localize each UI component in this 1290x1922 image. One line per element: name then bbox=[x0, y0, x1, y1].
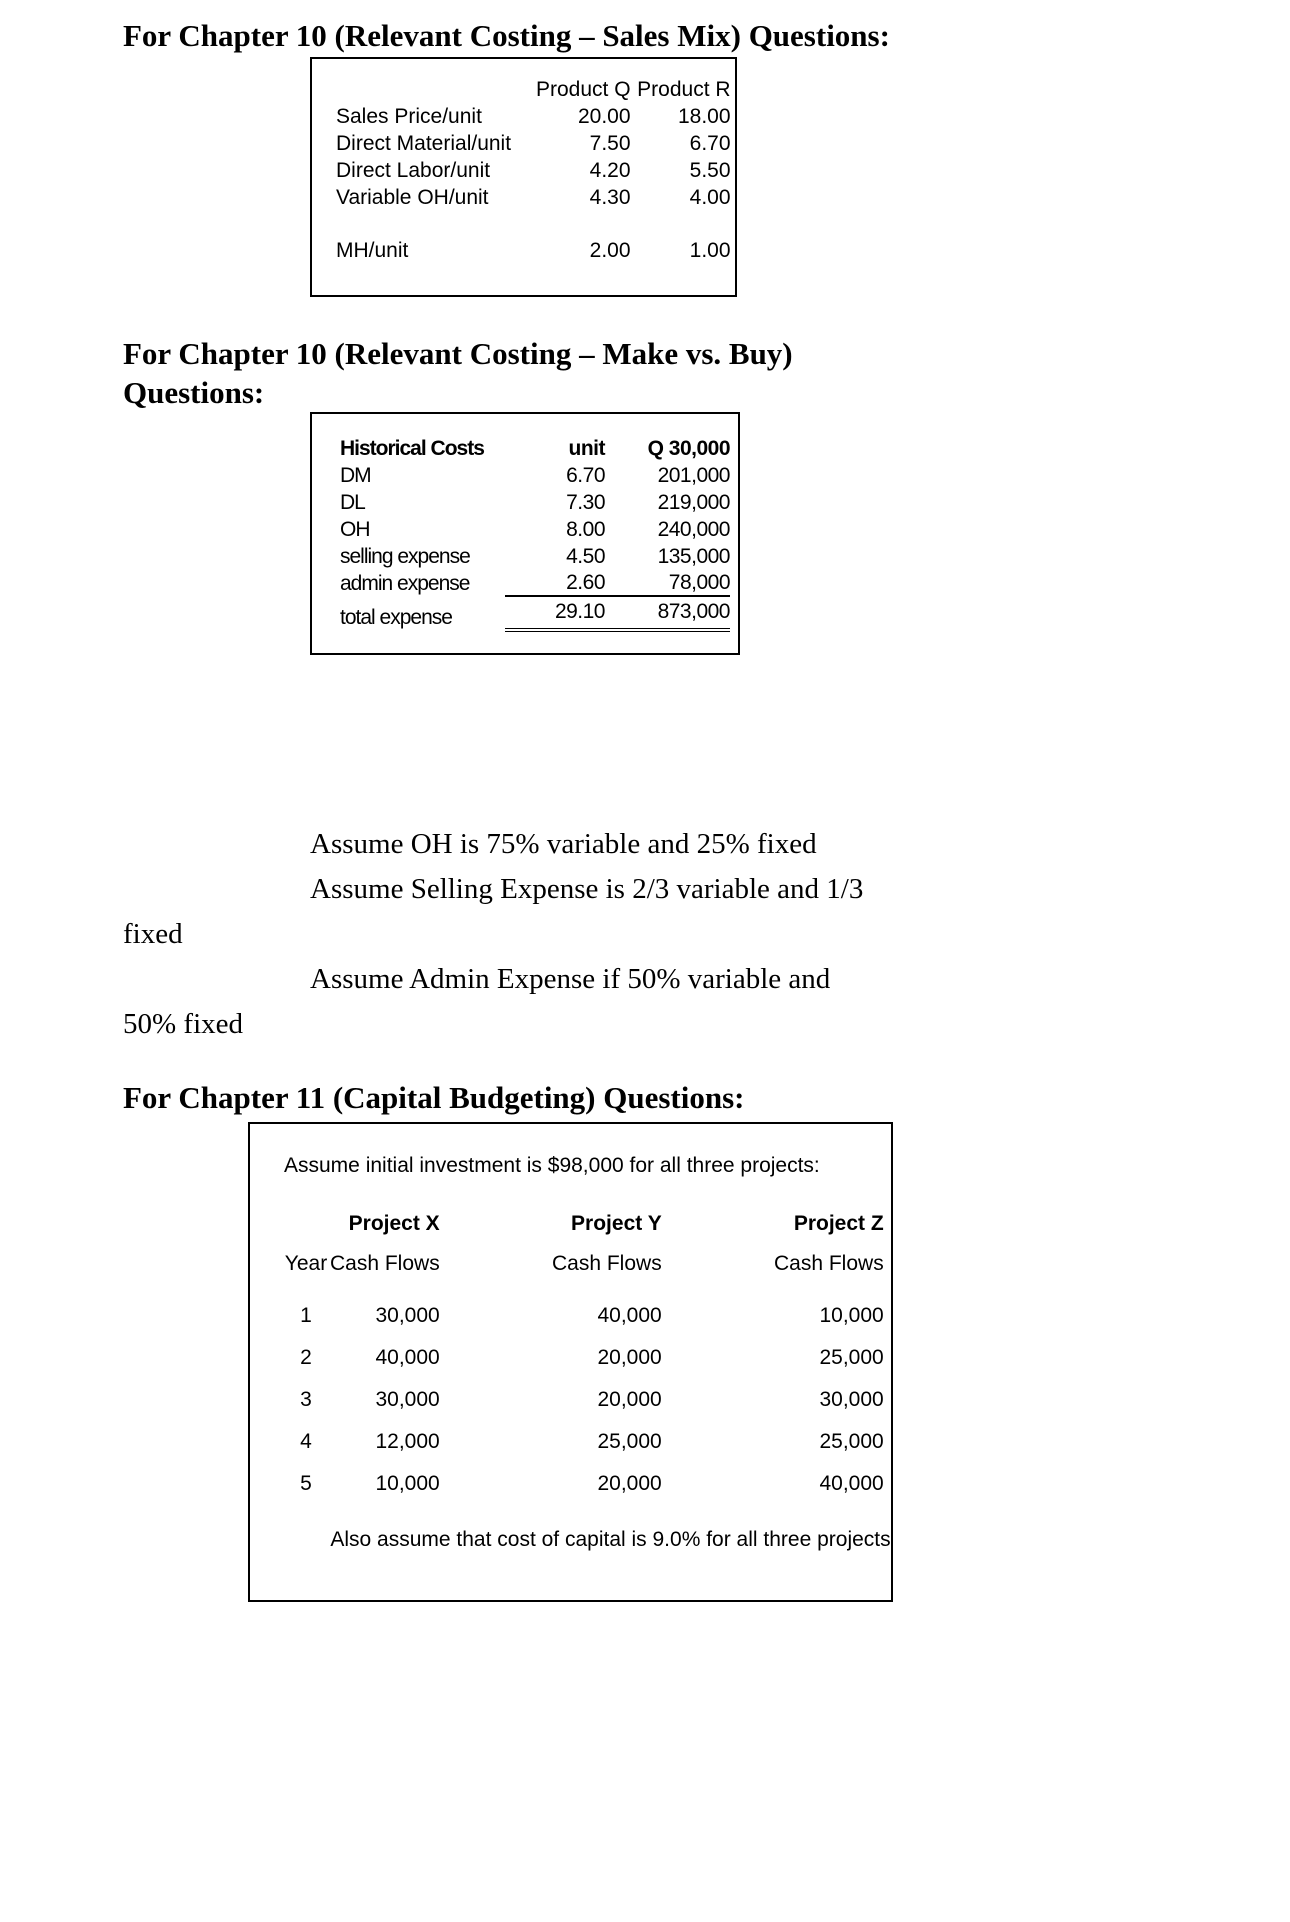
z-cash-value: 10,000 bbox=[819, 1304, 884, 1327]
r-value: 5.50 bbox=[689, 159, 731, 182]
total-q-value: 873,000 bbox=[605, 596, 730, 630]
y-cash-value: 20,000 bbox=[597, 1388, 662, 1411]
year-cell: 5 bbox=[300, 1472, 312, 1495]
table-row bbox=[336, 183, 731, 210]
heading-ch10-make-vs-buy bbox=[123, 334, 863, 412]
expense-row bbox=[340, 569, 730, 596]
table-row bbox=[336, 102, 731, 129]
q-value: 7.50 bbox=[589, 132, 631, 155]
q-value: 4.30 bbox=[589, 186, 631, 209]
row-label: Variable OH/unit bbox=[336, 186, 489, 209]
heading-line-2: Questions: bbox=[123, 375, 265, 410]
row-label: admin expense bbox=[340, 572, 470, 595]
empty-cell bbox=[536, 210, 631, 236]
cash-flow-row bbox=[282, 1286, 884, 1328]
y-cash-value: 40,000 bbox=[597, 1304, 662, 1327]
r-value: 18.00 bbox=[677, 105, 731, 128]
row-label: MH/unit bbox=[336, 239, 409, 262]
r-value: 1.00 bbox=[689, 239, 731, 262]
row-label: OH bbox=[340, 518, 370, 541]
q30000-header: Q 30,000 bbox=[647, 437, 730, 460]
empty-cell bbox=[336, 210, 536, 236]
expense-row bbox=[340, 515, 730, 542]
unit-header: unit bbox=[568, 437, 605, 460]
spacer-row bbox=[336, 210, 731, 236]
project-y-header: Project Y bbox=[571, 1212, 662, 1235]
z-cash-value: 40,000 bbox=[819, 1472, 884, 1495]
unit-value: 8.00 bbox=[566, 518, 605, 541]
r-value: 6.70 bbox=[689, 132, 731, 155]
heading-line-1: For Chapter 10 (Relevant Costing – Make vs. Buy) bbox=[123, 336, 793, 371]
cash-flow-row bbox=[282, 1370, 884, 1412]
year-cell: 2 bbox=[300, 1346, 312, 1369]
table-row bbox=[336, 129, 731, 156]
assumption-line: Assume OH is 75% variable and 25% fixed bbox=[310, 828, 817, 860]
row-label: Sales Price/unit bbox=[336, 105, 482, 128]
year-cell: 3 bbox=[300, 1388, 312, 1411]
cash-flows-header: Cash Flows bbox=[552, 1252, 662, 1275]
year-cell: 1 bbox=[300, 1304, 312, 1327]
sales-mix-box bbox=[310, 57, 737, 297]
empty-cell bbox=[631, 210, 731, 236]
row-label: DL bbox=[340, 491, 365, 514]
unit-value: 7.30 bbox=[566, 491, 605, 514]
x-cash-value: 10,000 bbox=[375, 1472, 440, 1495]
y-cash-value: 20,000 bbox=[597, 1346, 662, 1369]
table-row bbox=[336, 156, 731, 183]
empty-cell bbox=[330, 1276, 440, 1286]
row-label: Direct Labor/unit bbox=[336, 159, 491, 182]
table-header-row bbox=[336, 75, 731, 102]
unit-value: 4.50 bbox=[566, 545, 605, 568]
z-cash-value: 30,000 bbox=[819, 1388, 884, 1411]
z-cash-value: 25,000 bbox=[819, 1430, 884, 1453]
row-label: selling expense bbox=[340, 545, 470, 568]
project-z-header: Project Z bbox=[793, 1212, 884, 1235]
row-label: Direct Material/unit bbox=[336, 132, 512, 155]
heading-ch11-capital-budgeting: For Chapter 11 (Capital Budgeting) Questions: bbox=[123, 1080, 745, 1115]
product-q-header: Product Q bbox=[536, 78, 631, 101]
y-cash-value: 25,000 bbox=[597, 1430, 662, 1453]
unit-value: 6.70 bbox=[566, 464, 605, 487]
row-label: total expense bbox=[340, 606, 452, 629]
project-header-row bbox=[282, 1196, 884, 1236]
q-value: 4.20 bbox=[589, 159, 631, 182]
cash-flows-header: Cash Flows bbox=[774, 1252, 884, 1275]
y-cash-value: 20,000 bbox=[597, 1472, 662, 1495]
year-header: Year bbox=[284, 1252, 328, 1275]
q-value: 78,000 bbox=[668, 571, 730, 594]
x-cash-value: 30,000 bbox=[375, 1388, 440, 1411]
year-cell: 4 bbox=[300, 1430, 312, 1453]
q-value: 135,000 bbox=[657, 545, 730, 568]
heading-ch10-sales-mix: For Chapter 10 (Relevant Costing – Sales Mix) Questions: bbox=[123, 18, 890, 53]
cash-flows-header: Cash Flows bbox=[330, 1252, 440, 1275]
assumption-line: Assume Admin Expense if 50% variable and bbox=[310, 963, 831, 995]
cash-flow-row bbox=[282, 1412, 884, 1454]
empty-cell bbox=[282, 1276, 330, 1286]
spacer-row bbox=[282, 1276, 884, 1286]
empty-cell bbox=[662, 1276, 884, 1286]
empty-cell bbox=[336, 75, 536, 102]
historical-costs-box bbox=[310, 412, 740, 655]
x-cash-value: 12,000 bbox=[375, 1430, 440, 1453]
cash-flow-row bbox=[282, 1454, 884, 1496]
empty-cell bbox=[440, 1276, 662, 1286]
table-header-row bbox=[340, 434, 730, 461]
historical-costs-table bbox=[340, 434, 730, 632]
capital-budgeting-box bbox=[248, 1122, 893, 1602]
x-cash-value: 40,000 bbox=[375, 1346, 440, 1369]
q-value: 2.00 bbox=[589, 239, 631, 262]
total-row bbox=[340, 596, 730, 630]
historical-costs-header: Historical Costs bbox=[340, 437, 484, 460]
r-value: 4.00 bbox=[689, 186, 731, 209]
cash-flows-header-row bbox=[282, 1236, 884, 1276]
q-value: 20.00 bbox=[577, 105, 631, 128]
cost-of-capital-note: Also assume that cost of capital is 9.0% for all three projects bbox=[330, 1528, 891, 1551]
projects-cash-flow-table bbox=[282, 1196, 884, 1496]
cash-flow-row bbox=[282, 1328, 884, 1370]
assumption-line: Assume Selling Expense is 2/3 variable and 1/3 bbox=[310, 873, 864, 905]
assumption-line: 50% fixed bbox=[123, 1008, 243, 1040]
x-cash-value: 30,000 bbox=[375, 1304, 440, 1327]
q-value: 240,000 bbox=[657, 518, 730, 541]
sales-mix-table bbox=[336, 75, 731, 263]
project-x-header: Project X bbox=[348, 1212, 440, 1235]
q-value: 201,000 bbox=[657, 464, 730, 487]
empty-cell bbox=[282, 1196, 330, 1236]
initial-investment-note: Assume initial investment is $98,000 for all three projects: bbox=[284, 1154, 820, 1177]
expense-row bbox=[340, 542, 730, 569]
expense-row bbox=[340, 488, 730, 515]
assumptions-paragraph bbox=[123, 822, 953, 1047]
assumption-line: fixed bbox=[123, 918, 183, 950]
q-value: 219,000 bbox=[657, 491, 730, 514]
table-row-mh bbox=[336, 236, 731, 263]
unit-value: 2.60 bbox=[566, 571, 605, 594]
row-label: DM bbox=[340, 464, 371, 487]
expense-row bbox=[340, 461, 730, 488]
total-unit-value: 29.10 bbox=[505, 596, 605, 630]
z-cash-value: 25,000 bbox=[819, 1346, 884, 1369]
product-r-header: Product R bbox=[637, 78, 731, 101]
